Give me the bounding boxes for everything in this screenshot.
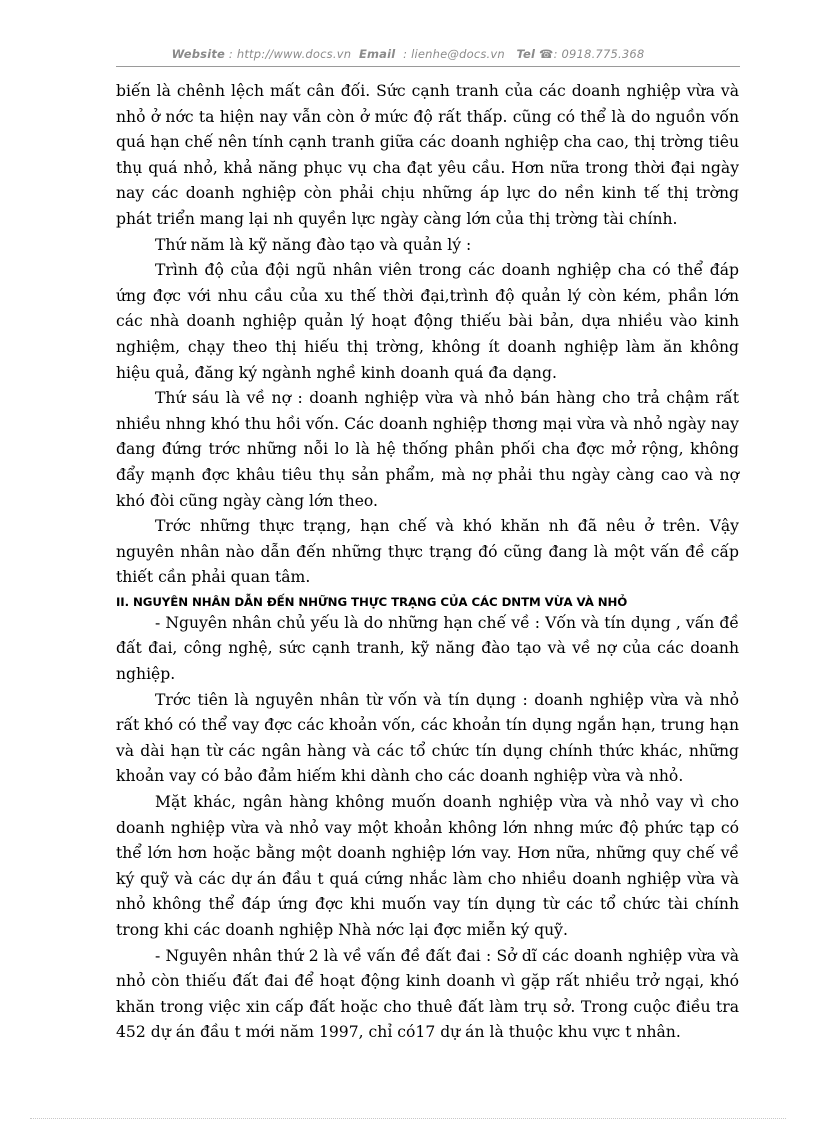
tel-label: Tel xyxy=(516,47,536,61)
footer-divider xyxy=(30,1118,786,1119)
email-value[interactable]: : lienhe@docs.vn xyxy=(403,47,505,61)
tel-value: ☎: 0918.775.368 xyxy=(539,47,645,61)
paragraph: Trớc tiên là nguyên nhân từ vốn và tín dụng : doanh nghiệp vừa và nhỏ rất khó có thể vay đợc các khoản vốn, các khoản tín dụng ngắn hạn, trung hạn và dài hạn từ các ngân hàng và các tổ chức tín dụng chính thức khác, những khoản vay có bảo đảm hiếm khi dành cho các doanh nghiệp vừa và nhỏ. xyxy=(116,690,739,786)
paragraph: Thứ sáu là về nợ : doanh nghiệp vừa và nhỏ bán hàng cho trả chậm rất nhiều nhng khó thu hồi vốn. Các doanh nghiệp thơng mại vừa và nhỏ ngày nay đang đứng trớc những nỗi lo là hệ thống phân phối cha đợc mở rộng, không đẩy mạnh đợc khâu tiêu thụ sản phẩm, mà nợ phải thu ngày càng cao và nợ khó đòi cũng ngày càng lớn theo. xyxy=(116,389,739,510)
paragraph: - Nguyên nhân chủ yếu là do những hạn chế về : Vốn và tín dụng , vấn đề đất đai, công nghệ, sức cạnh tranh, kỹ năng đào tạo và về nợ của các doanh nghiệp. xyxy=(116,613,739,684)
header-divider xyxy=(116,66,740,67)
website-value[interactable]: : http://www.docs.vn xyxy=(228,47,352,61)
paragraph: biến là chênh lệch mất cân đối. Sức cạnh tranh của các doanh nghiệp vừa và nhỏ ở nớc ta hiện nay vẫn còn ở mức độ rất thấp. cũng có thể là do nguồn vốn quá hạn chế nên tính cạnh tranh giữa các doanh nghiệp cha cao, thị trờng tiêu thụ quá nhỏ, khả năng phục vụ cha đạt yêu cầu. Hơn nữa trong thời đại ngày nay các doanh nghiệp còn phải chịu những áp lực do nền kinh tế thị trờng phát triển mang lại nh quyền lực ngày càng lớn của thị trờng tài chính. xyxy=(116,82,739,228)
paragraph: - Nguyên nhân thứ 2 là về vấn đề đất đai : Sở dĩ các doanh nghiệp vừa và nhỏ còn thiếu đất đai để hoạt động kinh doanh vì gặp rất nhiều trở ngại, khó khăn trong việc xin cấp đất hoặc cho thuê đất làm trụ sở. Trong cuộc điều tra 452 dự án đầu t mới năm 1997, chỉ có17 dự án là thuộc khu vực t nhân. xyxy=(116,946,739,1042)
email-label: Email xyxy=(358,47,396,61)
paragraph: Trớc những thực trạng, hạn chế và khó khăn nh đã nêu ở trên. Vậy nguyên nhân nào dẫn đến những thực trạng đó cũng đang là một vấn đề cấp thiết cần phải quan tâm. xyxy=(116,517,739,587)
page-header xyxy=(0,47,816,61)
paragraph: Trình độ của đội ngũ nhân viên trong các doanh nghiệp cha có thể đáp ứng đợc với nhu cầu của xu thế thời đại,trình độ quản lý còn kém, phần lớn các nhà doanh nghiệp quản lý hoạt động thiếu bài bản, dựa nhiều vào kinh nghiệm, chạy theo thị hiếu thị trờng, không ít doanh nghiệp làm ăn không hiệu quả, đăng ký ngành nghề kinh doanh quá đa dạng. xyxy=(116,261,739,382)
website-label: Website xyxy=(171,47,226,61)
document-body xyxy=(116,79,739,1046)
paragraph: Thứ năm là kỹ năng đào tạo và quản lý : xyxy=(155,235,472,254)
section-heading: II. NGUYÊN NHÂN DẪN ĐẾN NHỮNG THỰC TRẠNG CỦA CÁC DNTM VỪA VÀ NHỎ xyxy=(116,594,628,609)
paragraph: Mặt khác, ngân hàng không muốn doanh nghiệp vừa và nhỏ vay vì cho doanh nghiệp vừa và nhỏ vay một khoản không lớn nhng mức độ phức tạp có thể lớn hơn hoặc bằng một doanh nghiệp lớn vay. Hơn nữa, những quy chế về ký quỹ và các dự án đầu t quá cứng nhắc làm cho nhiều doanh nghiệp vừa và nhỏ không thể đáp ứng đợc khi muốn vay tín dụng từ các tổ chức tài chính trong khi các doanh nghiệp Nhà nớc lại đợc miễn ký quỹ. xyxy=(116,793,739,939)
